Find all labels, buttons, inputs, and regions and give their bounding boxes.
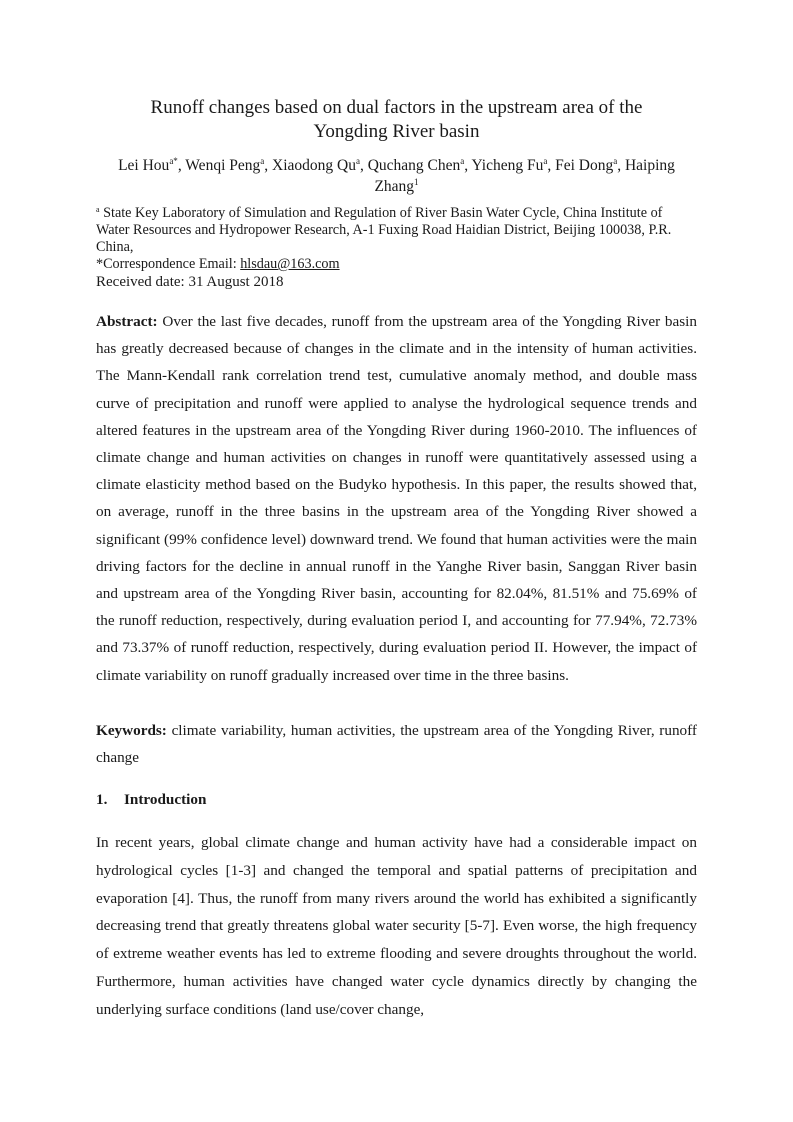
- affiliation-mark: a: [96, 205, 100, 214]
- abstract-label: Abstract:: [96, 313, 158, 330]
- author-affiliation-mark: a: [613, 156, 618, 166]
- introduction-paragraph: In recent years, global climate change and human activity have had a considerable impact on hydrological cycles [1-3] and changed the temporal and spatial patterns of precipitation and evaporation [4]. Thus, the runoff from many rivers around the world has exhibited a significantly decreasing trend that greatly threatens global water security [5-7]. Even worse, the high frequency of extreme weather events has led to extreme flooding and severe droughts throughout the world. Furthermore, human activities have changed water cycle dynamics directly by changing the underlying surface conditions (land use/cover change,: [96, 834, 697, 1018]
- correspondence-email-link[interactable]: hlsdau@163.com: [240, 256, 340, 272]
- author-name: Wenqi Peng: [185, 157, 261, 174]
- author-name: Fei Dong: [555, 157, 614, 174]
- author-name: Xiaodong Qu: [272, 157, 356, 174]
- title-line-2: Yongding River basin: [313, 121, 480, 142]
- author-list: Lei Hou$^{a*}$, Wenqi Peng$^a$, Xiaodong Qu$^a$, Quchang Chen$^a$, Yicheng Fu$^a$, Fei Dong$^a$, Haiping Zhang$^1$: [118, 156, 675, 195]
- affiliation-block: [96, 205, 697, 292]
- correspondence-label: *Correspondence Email:: [96, 256, 241, 272]
- title-line-1: Runoff changes based on dual factors in the upstream area of the: [150, 97, 643, 118]
- author-affiliation-mark: a: [460, 156, 465, 166]
- affiliation-text: [96, 205, 697, 256]
- section-title: Introduction: [124, 791, 207, 808]
- keywords-paragraph: [96, 717, 697, 771]
- author-affiliation-mark: a: [543, 156, 548, 166]
- author-affiliation-mark: a*: [169, 156, 178, 166]
- received-date: Received date: 31 August 2018: [96, 274, 284, 290]
- section-number: 1.: [96, 791, 108, 808]
- author-name: Lei Hou: [118, 157, 170, 174]
- author-affiliation-mark: 1: [414, 177, 419, 187]
- keywords-text: climate variability, human activities, the upstream area of the Yongding River, runoff change: [96, 722, 697, 767]
- author-name: Quchang Chen: [367, 157, 461, 174]
- correspondence-line: [96, 256, 697, 273]
- affiliation-address: State Key Laboratory of Simulation and Regulation of River Basin Water Cycle, China Institute of Water Resources and Hydropower Research, A-1 Fuxing Road Haidian District, Beijing 100038, P.R. China,: [96, 205, 672, 255]
- keywords-label: Keywords:: [96, 722, 167, 739]
- abstract-paragraph: [96, 308, 697, 689]
- author-name: Haiping Zhang: [374, 157, 675, 195]
- author-name: Yicheng Fu: [471, 157, 544, 174]
- section-heading-introduction: [96, 789, 206, 811]
- author-affiliation-mark: a: [260, 156, 265, 166]
- author-affiliation-mark: a: [355, 156, 360, 166]
- abstract-text: Over the last five decades, runoff from the upstream area of the Yongding River basin has greatly decreased because of changes in the climate and in the intensity of human activities. The Mann-Kendall rank correlation trend test, cumulative anomaly method, and double mass curve of precipitation and runoff were applied to analyse the hydrological sequence trends and altered features in the upstream area of the Yongding River during 1960-2010. The influences of climate change and human activities on changes in runoff were quantitatively assessed using a climate elasticity method based on the Budyko hypothesis. In this paper, the results showed that, on average, runoff in the three basins in the upstream area of the Yongding River showed a significant (99% confidence level) downward trend. We found that human activities were the main driving factors for the decline in annual runoff in the Yanghe River basin, Sanggan River basin and upstream area of the Yongding River basin, accounting for 82.04%, 81.51% and 75.69% of the runoff reduction, respectively, during evaluation period I, and accounting for 77.94%, 72.73% and 73.37% of runoff reduction, respectively, during evaluation period II. However, the impact of climate variability on runoff gradually increased over time in the three basins.: [96, 313, 697, 684]
- paper-title: [96, 96, 697, 144]
